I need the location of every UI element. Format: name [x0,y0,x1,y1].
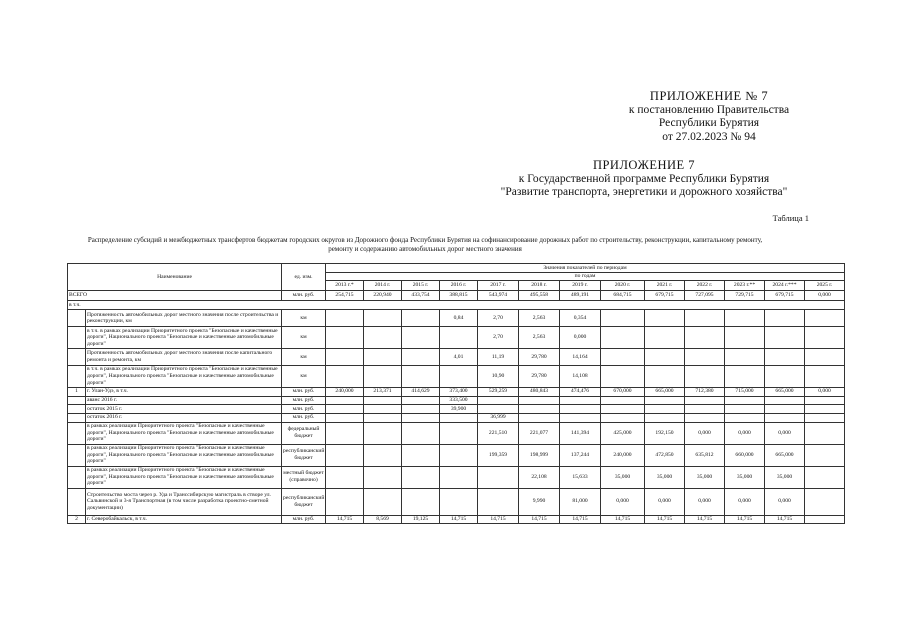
value-cell: 480,843 [519,387,560,396]
value-cell [364,466,402,488]
header-unit: ед. изм. [282,264,326,291]
row-name: Протяженность автомобильных дорог местного значения после капитального ремонта и ремонта, км [86,348,282,365]
table-row [68,387,845,396]
header-year: 2013 г.* [326,281,364,291]
value-cell: 199,359 [478,444,519,466]
value-cell [805,348,845,365]
value-cell: 240,000 [326,387,364,396]
row-name: аванс 2016 г. [86,396,282,405]
value-cell [326,327,364,349]
value-cell: 474,476 [560,387,601,396]
value-cell: 8,569 [364,515,402,524]
value-cell: 0,000 [725,488,765,515]
appendix-current-title: ПРИЛОЖЕНИЕ № 7 [649,89,769,103]
row-name: в т.ч. [68,301,845,310]
value-cell [685,413,725,422]
value-cell [685,365,725,387]
row-unit: км [282,310,326,327]
row-unit: млн. руб. [282,396,326,405]
value-cell: 679,715 [765,291,805,301]
appendix-original-header [479,159,809,200]
header-year: 2019 г. [560,281,601,291]
value-cell [364,405,402,414]
value-cell: 14,715 [685,515,725,524]
value-cell [478,396,519,405]
value-cell: 472,850 [645,444,685,466]
table-row [68,422,845,444]
table-row [68,365,845,387]
value-cell [765,327,805,349]
value-cell [560,396,601,405]
value-cell: 10,90 [478,365,519,387]
value-cell: 0,000 [560,327,601,349]
value-cell [805,422,845,444]
value-cell [805,488,845,515]
row-number [68,488,86,515]
value-cell [685,327,725,349]
row-name: в т.ч. в рамках реализации Приоритетного проекта "Безопасные и качественные дороги", Национального проекта "Безопасные и качественные автомобильные дороги" [86,327,282,349]
value-cell [601,327,645,349]
table-label: Таблица 1 [772,213,809,223]
row-name: г. Северобайкальск, в т.ч. [86,515,282,524]
row-unit: млн. руб. [282,413,326,422]
appendix-original-line: к Государственной программе Республики Бурятия [518,172,770,185]
value-cell: 665,000 [765,444,805,466]
value-cell: 2,563 [519,327,560,349]
value-cell [725,365,765,387]
table-row [68,413,845,422]
value-cell [478,488,519,515]
row-name: в рамках реализации Приоритетного проекта "Безопасные и качественные дороги", Национального проекта "Безопасные и качественные автомобильные дороги" [86,422,282,444]
value-cell [765,348,805,365]
value-cell: 19,125 [402,515,440,524]
value-cell [519,413,560,422]
value-cell [765,413,805,422]
value-cell: 35,000 [645,466,685,488]
value-cell [805,405,845,414]
value-cell: 715,000 [725,387,765,396]
table-row [68,405,845,414]
value-cell [364,348,402,365]
value-cell: 670,000 [601,387,645,396]
value-cell [601,348,645,365]
row-number: 2 [68,515,86,524]
table-row [68,291,845,301]
value-cell: 35,000 [765,466,805,488]
row-unit: млн. руб. [282,387,326,396]
value-cell: 433,754 [402,291,440,301]
value-cell [560,413,601,422]
subsidy-distribution-table [67,263,845,524]
row-unit: млн. руб. [282,515,326,524]
value-cell: 0,000 [601,488,645,515]
value-cell: 14,715 [725,515,765,524]
value-cell: 425,000 [601,422,645,444]
value-cell [402,365,440,387]
value-cell: 141,394 [560,422,601,444]
row-unit: км [282,365,326,387]
row-name: остаток 2015 г. [86,405,282,414]
header-year: 2021 г. [645,281,685,291]
value-cell: 254,715 [326,291,364,301]
row-name: Протяженность автомобильных дорог местного значения после строительства и реконструкции, км [86,310,282,327]
value-cell [519,396,560,405]
appendix-original-title: ПРИЛОЖЕНИЕ 7 [592,158,696,172]
value-cell [326,405,364,414]
value-cell [519,405,560,414]
value-cell: 220,940 [364,291,402,301]
value-cell [645,348,685,365]
value-cell: 2,563 [519,310,560,327]
value-cell [326,422,364,444]
value-cell [645,310,685,327]
table-row [68,515,845,524]
row-number [68,422,86,444]
value-cell: 35,000 [725,466,765,488]
row-unit: федеральный бюджет [282,422,326,444]
value-cell [725,327,765,349]
value-cell: 635,812 [685,444,725,466]
value-cell [326,365,364,387]
value-cell: 22,108 [519,466,560,488]
value-cell: 373,400 [440,387,478,396]
value-cell [805,466,845,488]
header-year: 2017 г. [478,281,519,291]
header-year: 2025 г. [805,281,845,291]
value-cell: 9,990 [519,488,560,515]
value-cell [402,327,440,349]
header-year: 2014 г. [364,281,402,291]
value-cell: 543,974 [478,291,519,301]
value-cell: 679,715 [645,291,685,301]
value-cell [805,310,845,327]
value-cell [645,405,685,414]
value-cell [440,466,478,488]
row-name: в рамках реализации Приоритетного проекта "Безопасные и качественные дороги", Национального проекта "Безопасные и качественные автомобильные дороги" [86,444,282,466]
row-unit: км [282,348,326,365]
row-number [68,365,86,387]
value-cell [805,327,845,349]
value-cell: 0,84 [440,310,478,327]
value-cell [685,310,725,327]
table-caption: Распределение субсидий и межбюджетных трансфертов бюджетам городских округов из Дорожного фонда Республики Бурятия на софинансирование дорожных работ по строительству, реконструкции, капитальному ремонту, ремонту и содержанию автомобильных дорог местного значения [87,236,763,253]
value-cell: 727,095 [685,291,725,301]
value-cell: 684,715 [601,291,645,301]
value-cell [765,405,805,414]
row-number [68,466,86,488]
value-cell: 221,077 [519,422,560,444]
value-cell [725,405,765,414]
header-by-years: по годам [326,272,845,281]
value-cell: 240,000 [601,444,645,466]
table-row [68,444,845,466]
value-cell: 14,715 [645,515,685,524]
table-row [68,310,845,327]
value-cell [765,310,805,327]
value-cell [364,444,402,466]
value-cell [560,405,601,414]
value-cell: 388,815 [440,291,478,301]
header-year: 2015 г. [402,281,440,291]
value-cell [805,365,845,387]
value-cell: 35,000 [601,466,645,488]
value-cell: 729,715 [725,291,765,301]
row-number [68,348,86,365]
header-name: Наименование [68,264,282,291]
value-cell [725,310,765,327]
value-cell [805,413,845,422]
header-year: 2020 г. [601,281,645,291]
value-cell [478,466,519,488]
value-cell [364,327,402,349]
value-cell [440,488,478,515]
header-values-title: Значения показателей по периодам [326,264,845,273]
value-cell: 0,000 [685,422,725,444]
value-cell: 4,01 [440,348,478,365]
value-cell [402,413,440,422]
value-cell [765,365,805,387]
value-cell: 14,164 [560,348,601,365]
row-unit: млн. руб. [282,405,326,414]
value-cell [402,348,440,365]
row-number: 1 [68,387,86,396]
value-cell: 414,629 [402,387,440,396]
value-cell [364,422,402,444]
table-row [68,301,845,310]
value-cell: 39,900 [440,405,478,414]
value-cell [725,413,765,422]
value-cell [326,413,364,422]
value-cell [440,327,478,349]
value-cell: 14,715 [601,515,645,524]
value-cell [685,396,725,405]
row-unit: республиканский бюджет [282,444,326,466]
value-cell [765,396,805,405]
value-cell [402,310,440,327]
value-cell: 0,354 [560,310,601,327]
row-number [68,413,86,422]
value-cell [402,396,440,405]
header-year: 2023 г.** [725,281,765,291]
value-cell: 192,150 [645,422,685,444]
row-number [68,444,86,466]
row-name: ВСЕГО [68,291,282,301]
value-cell [326,488,364,515]
value-cell [364,488,402,515]
value-cell: 489,191 [560,291,601,301]
appendix-current-header [609,90,809,144]
value-cell: 198,999 [519,444,560,466]
value-cell [725,348,765,365]
value-cell [326,348,364,365]
value-cell: 529,259 [478,387,519,396]
value-cell: 712,380 [685,387,725,396]
value-cell: 81,000 [560,488,601,515]
value-cell: 137,244 [560,444,601,466]
value-cell: 495,558 [519,291,560,301]
row-unit: млн. руб. [282,291,326,301]
value-cell [402,444,440,466]
value-cell: 36,999 [478,413,519,422]
value-cell [478,405,519,414]
row-name: в т.ч. в рамках реализации Приоритетного проекта "Безопасные и качественные дороги", Национального проекта "Безопасные и качественные автомобильные дороги" [86,365,282,387]
header-year: 2022 г. [685,281,725,291]
header-year: 2018 г. [519,281,560,291]
value-cell [364,396,402,405]
value-cell: 14,715 [519,515,560,524]
value-cell [601,405,645,414]
row-name: г. Улан-Удэ, в т.ч. [86,387,282,396]
value-cell [805,444,845,466]
header-year: 2024 г.*** [765,281,805,291]
value-cell [364,310,402,327]
value-cell [805,515,845,524]
value-cell: 14,715 [326,515,364,524]
value-cell: 14,715 [560,515,601,524]
row-unit: местный бюджет (справочно) [282,466,326,488]
value-cell [685,405,725,414]
value-cell [685,348,725,365]
table-row [68,488,845,515]
value-cell: 0,000 [725,422,765,444]
row-unit: республиканский бюджет [282,488,326,515]
value-cell [601,396,645,405]
value-cell [402,488,440,515]
value-cell: 11,19 [478,348,519,365]
value-cell [645,396,685,405]
appendix-current-line: от 27.02.2023 № 94 [662,130,756,143]
value-cell: 660,000 [725,444,765,466]
value-cell [440,413,478,422]
row-unit: км [282,327,326,349]
value-cell: 2,70 [478,310,519,327]
value-cell [725,396,765,405]
value-cell: 0,000 [805,387,845,396]
value-cell: 0,000 [645,488,685,515]
value-cell [440,444,478,466]
value-cell [326,310,364,327]
value-cell [601,365,645,387]
row-number [68,405,86,414]
value-cell [645,327,685,349]
row-number [68,310,86,327]
value-cell: 14,715 [765,515,805,524]
table-row [68,327,845,349]
table-row [68,348,845,365]
value-cell [645,413,685,422]
value-cell: 221,510 [478,422,519,444]
value-cell: 35,000 [685,466,725,488]
value-cell [601,310,645,327]
appendix-current-line: Республики Бурятия [658,117,760,129]
value-cell: 333,500 [440,396,478,405]
value-cell: 29,780 [519,365,560,387]
header-year: 2016 г. [440,281,478,291]
value-cell [805,396,845,405]
table-row [68,396,845,405]
value-cell [326,466,364,488]
appendix-original-line: "Развитие транспорта, энергетики и дорожного хозяйства" [500,186,788,198]
value-cell: 29,780 [519,348,560,365]
appendix-current-line: к постановлению Правительства [628,103,790,116]
row-name: остаток 2016 г. [86,413,282,422]
value-cell [364,413,402,422]
value-cell: 0,000 [805,291,845,301]
row-number [68,396,86,405]
value-cell [326,444,364,466]
value-cell: 665,000 [645,387,685,396]
value-cell: 0,000 [765,422,805,444]
value-cell: 665,000 [765,387,805,396]
value-cell: 213,371 [364,387,402,396]
value-cell: 14,715 [440,515,478,524]
table-row [68,466,845,488]
value-cell: 0,000 [685,488,725,515]
row-name: Строительство моста через р. Уда и Транссибирскую магистраль в створе ул. Сальвинской и 3-я Транспортная (в том числе разработка проектно-сметной документации) [86,488,282,515]
value-cell: 14,715 [478,515,519,524]
value-cell [402,405,440,414]
row-name: в рамках реализации Приоритетного проекта "Безопасные и качественные дороги", Национального проекта "Безопасные и качественные автомобильные дороги" [86,466,282,488]
value-cell: 14,108 [560,365,601,387]
value-cell [402,466,440,488]
value-cell: 0,000 [765,488,805,515]
value-cell: 15,633 [560,466,601,488]
row-number [68,327,86,349]
value-cell [601,413,645,422]
value-cell [402,422,440,444]
value-cell [364,365,402,387]
value-cell [645,365,685,387]
value-cell [440,422,478,444]
value-cell [440,365,478,387]
value-cell: 2,70 [478,327,519,349]
value-cell [326,396,364,405]
